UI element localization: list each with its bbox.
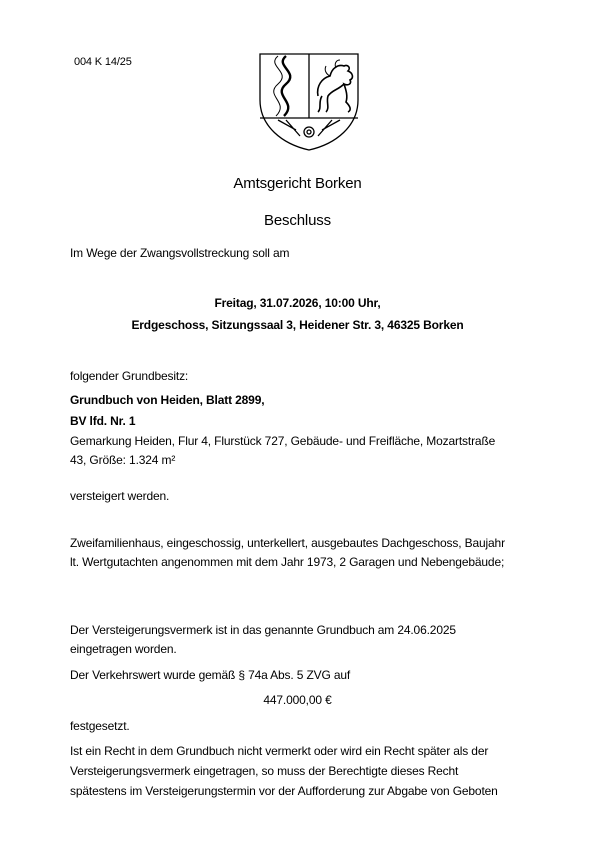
intro-text: Im Wege der Zwangsvollstreckung soll am: [70, 246, 290, 260]
market-value-amount: 447.000,00 €: [263, 693, 332, 707]
hearing-location: Erdgeschoss, Sitzungssaal 3, Heidener Str. 3, 46325 Borken: [131, 318, 464, 332]
auction-phrase: versteigert werden.: [70, 489, 170, 503]
file-number: 004 K 14/25: [74, 56, 132, 68]
market-value-intro: Der Verkehrswert wurde gemäß § 74a Abs. 5 ZVG auf: [70, 668, 351, 682]
court-name: Amtsgericht Borken: [233, 175, 362, 192]
rights-line-1: Ist ein Recht in dem Grundbuch nicht vermerkt oder wird ein Recht später als der: [70, 744, 489, 758]
land-register: Grundbuch von Heiden, Blatt 2899,: [70, 393, 265, 407]
description-line-1: Zweifamilienhaus, eingeschossig, unterkellert, ausgebautes Dachgeschoss, Baujahr: [70, 536, 505, 550]
notice-line-2: eingetragen worden.: [70, 642, 177, 656]
document-type: Beschluss: [263, 212, 331, 229]
nrw-coat-of-arms-icon: [256, 50, 362, 152]
notice-line-1: Der Versteigerungsvermerk ist in das genannte Grundbuch am 24.06.2025: [70, 623, 456, 637]
description-line-2: lt. Wertgutachten angenommen mit dem Jahr 1973, 2 Garagen und Nebengebäude;: [70, 555, 505, 569]
market-value-outro: festgesetzt.: [70, 719, 130, 733]
parcel-line-1: Gemarkung Heiden, Flur 4, Flurstück 727, Gebäude- und Freifläche, Mozartstraße: [70, 434, 496, 448]
parcel-line-2: 43, Größe: 1.324 m²: [70, 453, 176, 467]
rights-line-3: spätestens im Versteigerungstermin vor der Aufforderung zur Abgabe von Geboten: [70, 784, 498, 798]
item-number: BV lfd. Nr. 1: [70, 414, 136, 428]
property-intro: folgender Grundbesitz:: [70, 369, 189, 383]
rights-line-2: Versteigerungsvermerk eingetragen, so muss der Berechtigte dieses Recht: [70, 764, 459, 778]
hearing-date: Freitag, 31.07.2026, 10:00 Uhr,: [214, 296, 381, 310]
